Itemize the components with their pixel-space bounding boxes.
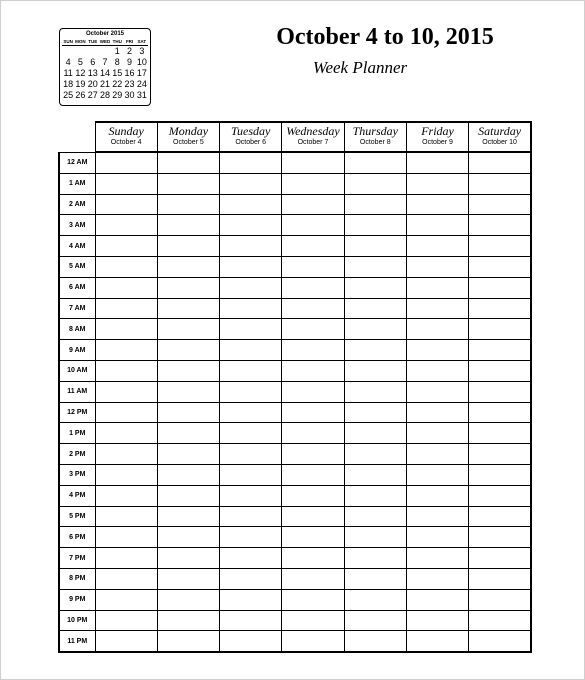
time-slot-cell[interactable] xyxy=(282,589,344,610)
time-slot-cell[interactable] xyxy=(95,610,157,631)
time-slot-cell[interactable] xyxy=(157,527,219,548)
time-slot-cell[interactable] xyxy=(406,548,468,569)
time-slot-cell[interactable] xyxy=(406,298,468,319)
hour-label: 7 AM xyxy=(59,298,95,319)
time-slot-cell[interactable] xyxy=(282,381,344,402)
time-slot-cell[interactable] xyxy=(157,423,219,444)
time-slot-cell[interactable] xyxy=(344,381,406,402)
time-slot-cell[interactable] xyxy=(344,319,406,340)
time-slot-cell[interactable] xyxy=(406,423,468,444)
time-slot-cell[interactable] xyxy=(282,506,344,527)
time-slot-cell[interactable] xyxy=(282,256,344,277)
mini-calendar-weekday: SAT xyxy=(137,39,147,44)
time-slot-cell[interactable] xyxy=(406,277,468,298)
time-slot-cell[interactable] xyxy=(220,485,282,506)
hour-label: 4 AM xyxy=(59,236,95,257)
time-slot-cell[interactable] xyxy=(344,527,406,548)
page-subtitle: Week Planner xyxy=(312,58,408,77)
time-slot-cell[interactable] xyxy=(282,194,344,215)
time-slot-cell[interactable] xyxy=(282,423,344,444)
time-slot-cell[interactable] xyxy=(220,444,282,465)
hour-row xyxy=(59,423,531,444)
time-slot-cell[interactable] xyxy=(282,277,344,298)
time-slot-cell[interactable] xyxy=(220,568,282,589)
time-slot-cell[interactable] xyxy=(406,568,468,589)
time-slot-cell[interactable] xyxy=(95,527,157,548)
time-slot-cell[interactable] xyxy=(406,631,468,652)
hour-label: 10 AM xyxy=(59,360,95,381)
time-slot-cell[interactable] xyxy=(469,402,531,423)
mini-calendar-day: 17 xyxy=(136,68,147,78)
hour-label: 9 AM xyxy=(59,340,95,361)
time-slot-cell[interactable] xyxy=(469,381,531,402)
time-slot-cell[interactable] xyxy=(220,360,282,381)
time-slot-cell[interactable] xyxy=(157,631,219,652)
mini-calendar-day: 12 xyxy=(75,68,86,78)
day-header-friday xyxy=(406,122,468,152)
week-planner-grid xyxy=(58,121,532,653)
time-slot-cell[interactable] xyxy=(282,298,344,319)
mini-calendar-day: 22 xyxy=(112,79,123,89)
time-slot-cell[interactable] xyxy=(220,464,282,485)
mini-calendar-weekday: MON xyxy=(75,39,86,44)
time-slot-cell[interactable] xyxy=(469,194,531,215)
time-slot-cell[interactable] xyxy=(220,548,282,569)
time-slot-cell[interactable] xyxy=(95,548,157,569)
mini-calendar-day xyxy=(99,46,111,57)
time-slot-cell[interactable] xyxy=(220,423,282,444)
mini-calendar-day: 15 xyxy=(112,68,123,78)
time-slot-cell[interactable] xyxy=(157,360,219,381)
hour-row xyxy=(59,381,531,402)
time-slot-cell[interactable] xyxy=(95,464,157,485)
hour-row xyxy=(59,589,531,610)
time-slot-cell[interactable] xyxy=(469,548,531,569)
time-slot-cell[interactable] xyxy=(220,340,282,361)
time-slot-cell[interactable] xyxy=(406,256,468,277)
mini-calendar-day: 28 xyxy=(99,90,110,100)
day-date: October 7 xyxy=(297,139,329,146)
mini-calendar-weekday: THU xyxy=(112,39,122,44)
time-slot-cell[interactable] xyxy=(406,610,468,631)
time-slot-cell[interactable] xyxy=(220,152,282,173)
time-slot-cell[interactable] xyxy=(157,194,219,215)
time-slot-cell[interactable] xyxy=(406,173,468,194)
time-slot-cell[interactable] xyxy=(220,589,282,610)
mini-calendar-day: 16 xyxy=(124,68,135,78)
time-slot-cell[interactable] xyxy=(95,568,157,589)
time-slot-cell[interactable] xyxy=(220,173,282,194)
hour-label: 6 PM xyxy=(59,527,95,548)
day-name: Friday xyxy=(421,124,454,138)
time-slot-cell[interactable] xyxy=(344,589,406,610)
mini-calendar-weekday: FRI xyxy=(123,38,135,46)
time-slot-cell[interactable] xyxy=(157,402,219,423)
time-slot-cell[interactable] xyxy=(469,256,531,277)
time-slot-cell[interactable] xyxy=(157,215,219,236)
time-slot-cell[interactable] xyxy=(220,319,282,340)
day-date: October 10 xyxy=(482,139,517,146)
time-slot-cell[interactable] xyxy=(157,548,219,569)
time-slot-cell[interactable] xyxy=(406,444,468,465)
time-slot-cell[interactable] xyxy=(344,568,406,589)
hour-label: 3 PM xyxy=(59,464,95,485)
hour-row xyxy=(59,568,531,589)
hour-row xyxy=(59,215,531,236)
time-slot-cell[interactable] xyxy=(282,464,344,485)
time-slot-cell[interactable] xyxy=(95,277,157,298)
day-header-row xyxy=(59,122,531,152)
time-slot-cell[interactable] xyxy=(157,277,219,298)
hour-row xyxy=(59,277,531,298)
hour-label: 6 AM xyxy=(59,277,95,298)
time-slot-cell[interactable] xyxy=(469,464,531,485)
time-slot-cell[interactable] xyxy=(344,464,406,485)
mini-calendar-day: 5 xyxy=(77,57,83,67)
mini-calendar-day: 18 xyxy=(63,79,74,89)
hour-label: 11 PM xyxy=(59,631,95,652)
hour-rows xyxy=(59,152,531,652)
mini-calendar-day: 1 xyxy=(114,46,120,56)
hour-row xyxy=(59,173,531,194)
day-header-wednesday xyxy=(282,122,344,152)
time-slot-cell[interactable] xyxy=(282,360,344,381)
time-slot-cell[interactable] xyxy=(157,568,219,589)
time-slot-cell[interactable] xyxy=(282,548,344,569)
hour-label: 11 AM xyxy=(59,381,95,402)
day-date: October 4 xyxy=(110,139,142,146)
time-slot-cell[interactable] xyxy=(220,631,282,652)
time-slot-cell[interactable] xyxy=(157,485,219,506)
hour-row xyxy=(59,506,531,527)
time-slot-cell[interactable] xyxy=(406,340,468,361)
time-slot-cell[interactable] xyxy=(469,506,531,527)
time-slot-cell[interactable] xyxy=(157,319,219,340)
mini-calendar-day: 29 xyxy=(112,90,123,100)
time-slot-cell[interactable] xyxy=(220,402,282,423)
time-slot-cell[interactable] xyxy=(282,485,344,506)
mini-calendar xyxy=(59,28,151,106)
time-slot-cell[interactable] xyxy=(469,610,531,631)
mini-calendar-day: 23 xyxy=(124,79,135,89)
time-slot-cell[interactable] xyxy=(469,173,531,194)
day-name: Wednesday xyxy=(286,124,340,138)
time-slot-cell[interactable] xyxy=(406,402,468,423)
time-slot-cell[interactable] xyxy=(220,381,282,402)
hour-label: 8 AM xyxy=(59,319,95,340)
mini-calendar-day xyxy=(62,46,74,57)
mini-calendar-day: 30 xyxy=(124,90,135,100)
hour-row xyxy=(59,319,531,340)
time-slot-cell[interactable] xyxy=(469,423,531,444)
hour-label: 7 PM xyxy=(59,548,95,569)
hour-label: 8 PM xyxy=(59,568,95,589)
hour-row xyxy=(59,340,531,361)
mini-calendar-day: 21 xyxy=(99,79,110,89)
time-slot-cell[interactable] xyxy=(469,319,531,340)
time-slot-cell[interactable] xyxy=(95,256,157,277)
time-slot-cell[interactable] xyxy=(469,568,531,589)
time-slot-cell[interactable] xyxy=(157,298,219,319)
mini-calendar-body xyxy=(60,46,150,101)
mini-calendar-day: 9 xyxy=(127,57,133,67)
day-name: Monday xyxy=(168,124,209,138)
time-slot-cell[interactable] xyxy=(220,277,282,298)
hour-row xyxy=(59,256,531,277)
mini-calendar-day: 6 xyxy=(90,57,96,67)
time-slot-cell[interactable] xyxy=(157,256,219,277)
time-slot-cell[interactable] xyxy=(157,152,219,173)
time-slot-cell[interactable] xyxy=(344,423,406,444)
time-slot-cell[interactable] xyxy=(282,152,344,173)
time-slot-cell[interactable] xyxy=(469,485,531,506)
mini-calendar-day: 31 xyxy=(136,90,147,100)
time-slot-cell[interactable] xyxy=(344,360,406,381)
mini-calendar-week xyxy=(62,68,148,79)
time-slot-cell[interactable] xyxy=(344,277,406,298)
mini-calendar-weekdays xyxy=(62,38,148,46)
hour-row xyxy=(59,236,531,257)
time-slot-cell[interactable] xyxy=(282,610,344,631)
time-slot-cell[interactable] xyxy=(469,215,531,236)
day-date: October 5 xyxy=(173,139,204,146)
hour-row xyxy=(59,298,531,319)
page-title: October 4 to 10, 2015 xyxy=(276,24,494,50)
time-slot-cell[interactable] xyxy=(406,194,468,215)
time-slot-cell[interactable] xyxy=(95,298,157,319)
mini-calendar-week xyxy=(62,90,148,101)
time-slot-cell[interactable] xyxy=(220,527,282,548)
time-slot-cell[interactable] xyxy=(95,423,157,444)
mini-calendar-day xyxy=(74,46,86,57)
time-slot-cell[interactable] xyxy=(406,527,468,548)
day-header-tuesday xyxy=(220,122,282,152)
hour-row xyxy=(59,610,531,631)
mini-calendar-day: 27 xyxy=(87,90,98,100)
day-header-saturday xyxy=(469,122,531,152)
time-slot-cell[interactable] xyxy=(220,215,282,236)
time-slot-cell[interactable] xyxy=(95,215,157,236)
time-slot-cell[interactable] xyxy=(469,340,531,361)
mini-calendar-day: 11 xyxy=(63,68,73,78)
hour-row xyxy=(59,464,531,485)
mini-calendar-day: 19 xyxy=(75,79,86,89)
time-slot-cell[interactable] xyxy=(95,506,157,527)
hour-label: 2 AM xyxy=(59,194,95,215)
hour-label: 5 AM xyxy=(59,256,95,277)
time-slot-cell[interactable] xyxy=(157,506,219,527)
mini-calendar-weekday: TUE xyxy=(88,39,98,44)
hour-label: 12 PM xyxy=(59,402,95,423)
hour-label: 5 PM xyxy=(59,506,95,527)
day-header-monday xyxy=(157,122,219,152)
time-slot-cell[interactable] xyxy=(95,381,157,402)
time-slot-cell[interactable] xyxy=(282,215,344,236)
time-slot-cell[interactable] xyxy=(406,464,468,485)
time-slot-cell[interactable] xyxy=(220,194,282,215)
mini-calendar-day: 26 xyxy=(75,90,86,100)
mini-calendar-day: 2 xyxy=(127,46,133,56)
mini-calendar-day: 3 xyxy=(139,46,145,56)
time-slot-cell[interactable] xyxy=(406,319,468,340)
time-slot-cell[interactable] xyxy=(157,610,219,631)
time-slot-cell[interactable] xyxy=(344,256,406,277)
mini-calendar-week xyxy=(62,79,148,90)
time-slot-cell[interactable] xyxy=(469,236,531,257)
hour-label: 1 PM xyxy=(59,423,95,444)
time-slot-cell[interactable] xyxy=(220,610,282,631)
time-slot-cell[interactable] xyxy=(469,444,531,465)
mini-calendar-weekday: WED xyxy=(99,39,111,44)
mini-calendar-day: 20 xyxy=(87,79,98,89)
time-slot-cell[interactable] xyxy=(95,589,157,610)
time-slot-cell[interactable] xyxy=(344,402,406,423)
time-slot-cell[interactable] xyxy=(95,194,157,215)
time-slot-cell[interactable] xyxy=(282,173,344,194)
time-slot-cell[interactable] xyxy=(469,152,531,173)
hour-row xyxy=(59,485,531,506)
day-header-thursday xyxy=(344,122,406,152)
day-name: Tuesday xyxy=(231,124,271,138)
time-slot-cell[interactable] xyxy=(157,444,219,465)
time-slot-cell[interactable] xyxy=(344,152,406,173)
time-slot-cell[interactable] xyxy=(95,319,157,340)
hour-label: 2 PM xyxy=(59,444,95,465)
time-slot-cell[interactable] xyxy=(95,444,157,465)
time-slot-cell[interactable] xyxy=(406,360,468,381)
time-slot-cell[interactable] xyxy=(157,589,219,610)
day-date: October 9 xyxy=(422,139,453,146)
time-slot-cell[interactable] xyxy=(469,277,531,298)
time-slot-cell[interactable] xyxy=(282,236,344,257)
time-slot-cell[interactable] xyxy=(282,319,344,340)
mini-calendar-title: October 2015 xyxy=(85,31,125,37)
time-slot-cell[interactable] xyxy=(282,568,344,589)
time-slot-cell[interactable] xyxy=(95,173,157,194)
corner-cell xyxy=(59,122,95,152)
day-name: Sunday xyxy=(108,124,144,138)
time-slot-cell[interactable] xyxy=(282,444,344,465)
hour-row xyxy=(59,402,531,423)
mini-calendar-day: 25 xyxy=(63,90,74,100)
time-slot-cell[interactable] xyxy=(344,444,406,465)
time-slot-cell[interactable] xyxy=(157,173,219,194)
time-slot-cell[interactable] xyxy=(220,256,282,277)
hour-label: 12 AM xyxy=(59,152,95,173)
time-slot-cell[interactable] xyxy=(95,402,157,423)
time-slot-cell[interactable] xyxy=(344,173,406,194)
mini-calendar-day: 24 xyxy=(136,79,147,89)
time-slot-cell[interactable] xyxy=(406,236,468,257)
mini-calendar-day: 14 xyxy=(99,68,110,78)
hour-row xyxy=(59,194,531,215)
time-slot-cell[interactable] xyxy=(157,236,219,257)
time-slot-cell[interactable] xyxy=(344,610,406,631)
time-slot-cell[interactable] xyxy=(220,506,282,527)
time-slot-cell[interactable] xyxy=(469,527,531,548)
mini-calendar-day: 7 xyxy=(102,57,108,67)
time-slot-cell[interactable] xyxy=(344,194,406,215)
time-slot-cell[interactable] xyxy=(406,152,468,173)
time-slot-cell[interactable] xyxy=(406,589,468,610)
mini-calendar-day: 4 xyxy=(65,57,71,67)
day-date: October 8 xyxy=(359,139,391,146)
time-slot-cell[interactable] xyxy=(344,506,406,527)
day-name: Thursday xyxy=(352,124,398,138)
time-slot-cell[interactable] xyxy=(282,402,344,423)
time-slot-cell[interactable] xyxy=(282,631,344,652)
mini-calendar-week xyxy=(62,46,148,57)
hour-label: 1 AM xyxy=(59,173,95,194)
day-name: Saturday xyxy=(478,124,522,138)
hour-label: 9 PM xyxy=(59,589,95,610)
mini-calendar-day: 10 xyxy=(136,57,147,67)
time-slot-cell[interactable] xyxy=(344,298,406,319)
time-slot-cell[interactable] xyxy=(344,236,406,257)
hour-row xyxy=(59,360,531,381)
day-header-sunday xyxy=(95,122,157,152)
time-slot-cell[interactable] xyxy=(469,589,531,610)
time-slot-cell[interactable] xyxy=(282,527,344,548)
mini-calendar-day: 8 xyxy=(114,57,120,67)
hour-label: 10 PM xyxy=(59,610,95,631)
time-slot-cell[interactable] xyxy=(220,298,282,319)
hour-row xyxy=(59,631,531,652)
time-slot-cell[interactable] xyxy=(406,215,468,236)
time-slot-cell[interactable] xyxy=(406,381,468,402)
mini-calendar-day xyxy=(87,46,99,57)
time-slot-cell[interactable] xyxy=(469,631,531,652)
time-slot-cell[interactable] xyxy=(157,340,219,361)
day-date: October 6 xyxy=(235,139,267,146)
time-slot-cell[interactable] xyxy=(95,485,157,506)
hour-row xyxy=(59,152,531,173)
time-slot-cell[interactable] xyxy=(469,298,531,319)
time-slot-cell[interactable] xyxy=(344,215,406,236)
mini-calendar-weekday: SUN xyxy=(63,39,73,44)
time-slot-cell[interactable] xyxy=(282,340,344,361)
mini-calendar-week xyxy=(62,57,148,68)
time-slot-cell[interactable] xyxy=(95,340,157,361)
time-slot-cell[interactable] xyxy=(157,381,219,402)
time-slot-cell[interactable] xyxy=(406,485,468,506)
time-slot-cell[interactable] xyxy=(95,360,157,381)
time-slot-cell[interactable] xyxy=(95,631,157,652)
time-slot-cell[interactable] xyxy=(344,631,406,652)
mini-calendar-day: 13 xyxy=(87,68,98,78)
time-slot-cell[interactable] xyxy=(469,360,531,381)
time-slot-cell[interactable] xyxy=(406,506,468,527)
time-slot-cell[interactable] xyxy=(157,464,219,485)
time-slot-cell[interactable] xyxy=(220,236,282,257)
hour-label: 3 AM xyxy=(59,215,95,236)
time-slot-cell[interactable] xyxy=(344,340,406,361)
time-slot-cell[interactable] xyxy=(344,485,406,506)
hour-label: 4 PM xyxy=(59,485,95,506)
time-slot-cell[interactable] xyxy=(95,236,157,257)
hour-row xyxy=(59,444,531,465)
time-slot-cell[interactable] xyxy=(344,548,406,569)
time-slot-cell[interactable] xyxy=(95,152,157,173)
hour-row xyxy=(59,527,531,548)
hour-row xyxy=(59,548,531,569)
